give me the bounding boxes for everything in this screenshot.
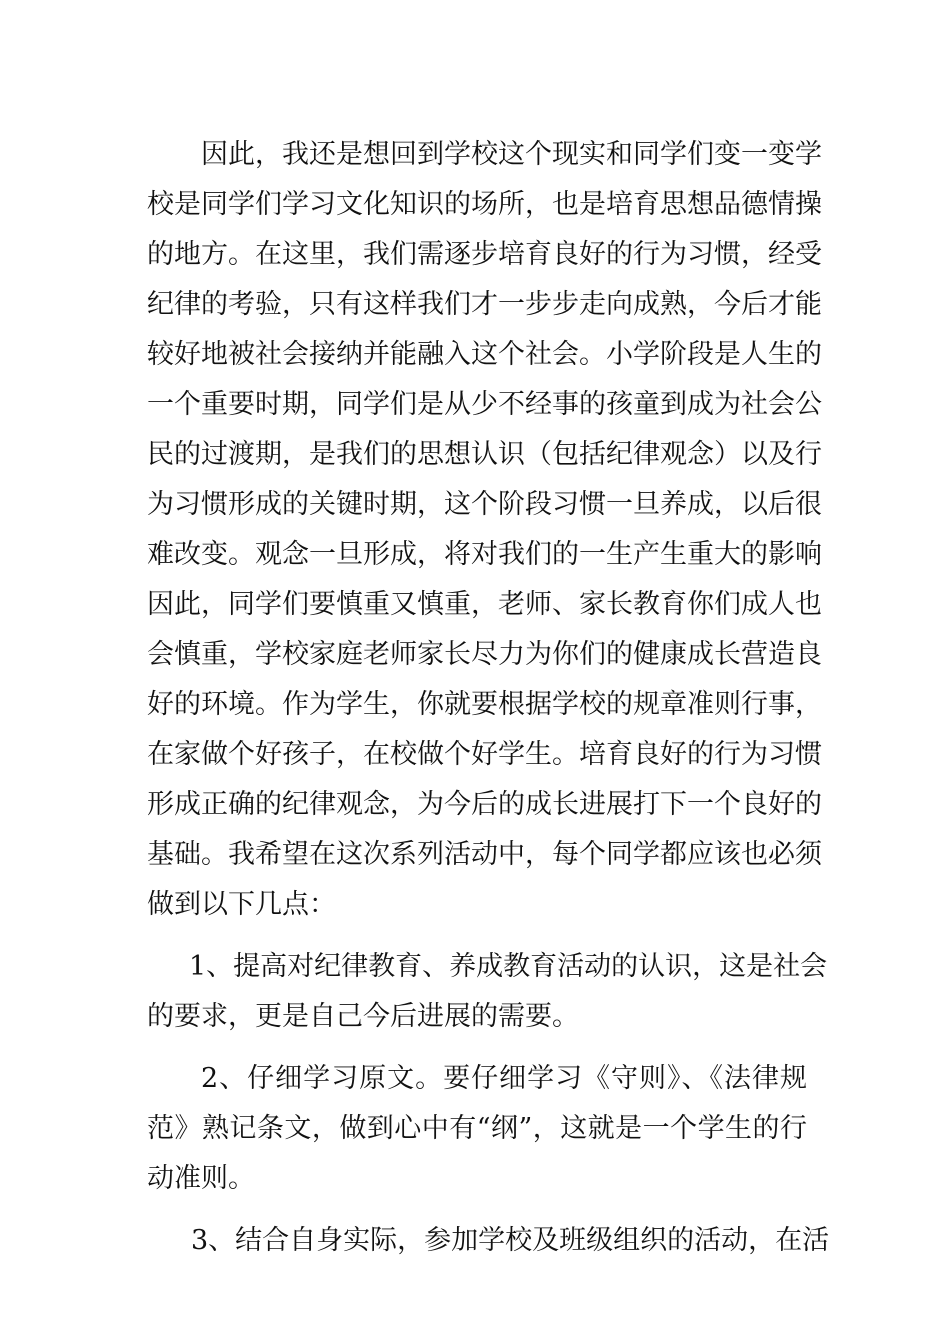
text-line: 因此，同学们要慎重又慎重，老师、家长教育你们成人也 bbox=[147, 589, 822, 620]
text-line: 好的环境。作为学生，你就要根据学校的规章准则行事， bbox=[147, 689, 822, 720]
text-line: 民的过渡期，是我们的思想认识（包括纪律观念）以及行 bbox=[147, 439, 822, 470]
text-line: 在家做个好孩子，在校做个好学生。培育良好的行为习惯 bbox=[147, 739, 822, 770]
paragraph-gap bbox=[147, 930, 807, 942]
paragraph-gap bbox=[147, 1042, 807, 1054]
text-line: 一个重要时期，同学们是从少不经事的孩童到成为社会公 bbox=[147, 389, 822, 420]
paragraph bbox=[147, 1054, 807, 1204]
text-line: 做到以下几点： bbox=[147, 889, 336, 920]
text-line: 因此，我还是想回到学校这个现实和同学们变一变学 bbox=[201, 139, 822, 170]
text-line: 纪律的考验，只有这样我们才一步步走向成熟，今后才能 bbox=[147, 289, 822, 320]
text-line: 范》熟记条文，做到心中有“纲”，这就是一个学生的行 bbox=[147, 1113, 807, 1144]
paragraph-gap bbox=[147, 1204, 807, 1216]
paragraph bbox=[147, 942, 828, 1042]
text-line: 校是同学们学习文化知识的场所，也是培育思想品德情操 bbox=[147, 189, 822, 220]
text-line: 较好地被社会接纳并能融入这个社会。小学阶段是人生的 bbox=[147, 339, 822, 370]
text-line: 为习惯形成的关键时期，这个阶段习惯一旦养成，以后很 bbox=[147, 489, 822, 520]
text-line: 的要求，更是自己今后进展的需要。 bbox=[147, 1001, 579, 1032]
text-line: 难改变。观念一旦形成，将对我们的一生产生重大的影响 bbox=[147, 539, 822, 570]
text-line: 2、仔细学习原文。要仔细学习《守则》、《法律规 bbox=[201, 1063, 807, 1094]
text-line: 的地方。在这里，我们需逐步培育良好的行为习惯，经受 bbox=[147, 239, 822, 270]
text-line: 基础。我希望在这次系列活动中，每个同学都应该也必须 bbox=[147, 839, 822, 870]
text-line: 形成正确的纪律观念，为今后的成长进展打下一个良好的 bbox=[147, 789, 822, 820]
text-line: 3、结合自身实际，参加学校及班级组织的活动，在活 bbox=[191, 1225, 830, 1256]
text-line: 会慎重，学校家庭老师家长尽力为你们的健康成长营造良 bbox=[147, 639, 822, 670]
paragraph bbox=[147, 1216, 830, 1266]
paragraph bbox=[147, 130, 822, 930]
text-line: 动准则。 bbox=[147, 1163, 255, 1194]
text-line: 1、提高对纪律教育、养成教育活动的认识，这是社会 bbox=[189, 951, 828, 982]
document-body bbox=[147, 130, 830, 1266]
